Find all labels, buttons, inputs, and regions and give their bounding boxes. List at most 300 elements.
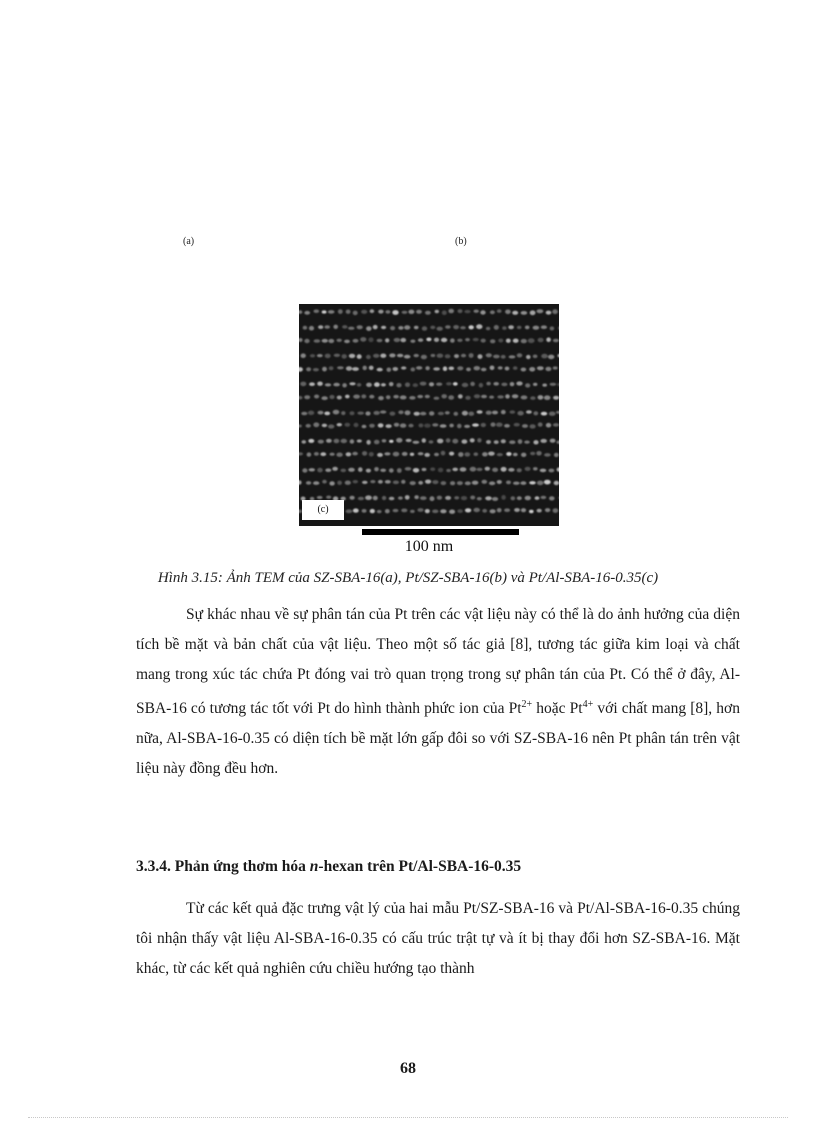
scale-bar-line — [362, 529, 519, 535]
tem-pore — [365, 411, 370, 415]
tem-pore — [474, 310, 479, 313]
tem-pore — [533, 355, 538, 359]
tem-pore — [457, 481, 463, 485]
tem-pore — [482, 452, 488, 456]
tem-pore — [553, 508, 559, 513]
tem-pore — [306, 481, 311, 485]
tem-pore — [492, 411, 498, 415]
tem-pore — [506, 339, 511, 343]
tem-pore — [369, 395, 374, 399]
tem-pore — [333, 383, 340, 387]
tem-pore — [398, 410, 403, 414]
tem-pore — [411, 367, 416, 371]
tem-pore — [314, 309, 320, 313]
tem-pore — [328, 310, 335, 314]
tem-pore — [430, 467, 435, 471]
tem-pore — [482, 480, 488, 484]
tem-pore — [313, 368, 319, 371]
tem-pore — [556, 411, 559, 414]
tem-pore — [550, 326, 555, 330]
tem-pore — [299, 367, 303, 372]
figure-label-a: (a) — [183, 236, 195, 247]
tem-pore — [441, 451, 446, 456]
tem-pore — [533, 411, 538, 415]
tem-pore — [438, 412, 444, 416]
tem-pore — [513, 482, 520, 485]
tem-pore — [443, 366, 447, 371]
tem-pore — [357, 439, 362, 442]
tem-pore — [350, 439, 355, 443]
tem-pore — [472, 423, 479, 426]
tem-pore — [317, 354, 323, 357]
tem-pore — [389, 440, 393, 443]
tem-pore — [420, 496, 427, 500]
tem-pore — [341, 411, 345, 415]
tem-pore — [524, 441, 530, 444]
tem-pore — [559, 496, 560, 499]
tem-pore — [382, 439, 387, 442]
tem-pore — [299, 338, 303, 342]
tem-pore — [366, 326, 371, 331]
tem-pore — [306, 367, 311, 371]
tem-pore — [469, 353, 474, 358]
tem-pore — [433, 367, 440, 370]
tem-pore — [454, 354, 459, 358]
tem-pore — [299, 480, 302, 485]
tem-pore — [464, 310, 470, 313]
tem-pore — [476, 324, 482, 329]
tem-pore — [426, 338, 431, 342]
tem-pore — [461, 354, 466, 358]
tem-pore — [480, 310, 485, 314]
tem-pore — [389, 497, 395, 501]
tem-pore — [378, 396, 384, 400]
tem-pore — [393, 481, 399, 485]
tem-pore — [366, 355, 371, 359]
tem-pore — [550, 383, 557, 386]
tem-pore — [517, 326, 522, 329]
tem-pore — [449, 367, 455, 371]
tem-pore — [521, 453, 526, 457]
tem-pore — [496, 423, 503, 427]
tem-pore — [521, 508, 526, 512]
tem-pore — [513, 453, 518, 457]
tem-pore — [346, 509, 353, 513]
tem-pore — [448, 309, 454, 314]
tem-pore — [477, 497, 482, 500]
tem-pore — [422, 468, 427, 471]
tem-pore — [314, 395, 319, 399]
tem-pore — [413, 441, 420, 444]
tem-pore — [389, 353, 395, 357]
tem-pore — [506, 481, 511, 485]
tem-pore — [307, 452, 312, 456]
tem-pore — [361, 310, 367, 314]
tem-pore — [489, 396, 494, 399]
tem-pore — [396, 438, 402, 443]
figure-label-b: (b) — [455, 236, 467, 247]
tem-pore — [393, 395, 399, 399]
tem-pore — [417, 395, 423, 398]
tem-pore — [363, 366, 367, 371]
tem-pore — [478, 354, 483, 359]
tem-pore — [357, 412, 364, 415]
tem-pore — [384, 452, 390, 455]
tem-pore — [457, 509, 463, 513]
tem-pore — [366, 469, 371, 473]
tem-pore — [546, 423, 551, 428]
tem-pore — [362, 451, 367, 456]
tem-pore — [445, 496, 451, 500]
tem-pore — [417, 508, 423, 512]
tem-pore — [441, 338, 447, 342]
tem-pore — [549, 496, 555, 500]
tem-pore — [488, 452, 495, 456]
tem-pore — [322, 310, 327, 313]
tem-pore — [334, 439, 340, 444]
tem-pore — [497, 395, 504, 398]
tem-pore — [537, 481, 544, 486]
tem-pore — [401, 480, 405, 484]
tem-pore — [318, 440, 324, 444]
tem-pore — [425, 395, 430, 399]
tem-pore — [408, 310, 414, 314]
tem-pore — [525, 496, 531, 501]
tem-pore — [317, 468, 323, 473]
tem-pore — [486, 382, 490, 386]
tem-pore — [369, 366, 374, 370]
tem-pore — [396, 383, 401, 387]
tem-pore — [350, 411, 355, 415]
tem-pore — [522, 424, 528, 428]
tem-pore — [329, 481, 334, 485]
tem-pore — [425, 366, 429, 370]
tem-pore — [334, 354, 340, 357]
tem-pore — [385, 480, 391, 484]
tem-pore — [440, 424, 447, 428]
tem-pore — [453, 382, 458, 386]
tem-pore — [350, 496, 355, 500]
tem-pore — [479, 383, 483, 388]
tem-pore — [445, 354, 451, 358]
tem-pore — [345, 423, 351, 427]
tem-pore — [416, 366, 422, 370]
tem-pore — [337, 366, 344, 369]
tem-pore — [464, 425, 470, 428]
tem-pore — [413, 383, 418, 387]
tem-pore — [318, 325, 323, 329]
tem-pore — [313, 422, 319, 427]
tem-texture — [299, 304, 559, 526]
tem-pore — [517, 496, 522, 500]
tem-pore — [557, 354, 559, 358]
heading-text: 3.3.4. Phản ứng thơm hóa — [136, 858, 310, 875]
tem-pore — [458, 394, 463, 398]
body-paragraph — [136, 600, 740, 784]
body-paragraph: Từ các kết quả đặc trưng vật lý của hai mẫu Pt/SZ-SBA-16 và Pt/Al-SBA-16-0.35 chúng tôi nhận thấy vật liệu Al-SBA-16-0.35 có cấu trúc trật tự và ít bị thay đổi hơn SZ-SBA-16. Mặt khác, từ các kết quả nghiên cứu chiều hướng tạo thành — [136, 900, 740, 977]
tem-pore — [548, 355, 554, 360]
tem-pore — [418, 338, 423, 342]
tem-pore — [494, 440, 499, 444]
tem-pore — [452, 439, 458, 444]
page-number: 68 — [400, 1060, 416, 1077]
tem-pore — [554, 453, 559, 457]
tem-pore — [357, 383, 362, 387]
tem-pore — [342, 325, 347, 329]
tem-pore — [557, 467, 559, 471]
tem-pore — [497, 453, 503, 456]
tem-pore — [348, 468, 355, 472]
tem-pore — [481, 368, 487, 371]
tem-pore — [345, 481, 351, 485]
tem-pore — [504, 424, 510, 428]
tem-pore — [490, 366, 495, 371]
tem-pore — [530, 452, 535, 455]
tem-pore — [374, 467, 379, 471]
tem-pore — [409, 396, 415, 400]
paragraph-text: Sự khác nhau về sự phân tán của Pt trên các vật liệu này có thể là do ảnh hưởng của diện tích bề mặt và bản chất của vật liệu. Theo một số tác giả [8], tương tác giữa kim loại và chất mang trong xúc tác chứa Pt đóng vai trò quan trọng trong sự phân tán của Pt. Có thể ở đây, Al-SBA-16 có tương tác tốt với Pt do hình thành phức ion của Pt — [136, 606, 740, 718]
tem-pore — [333, 325, 338, 329]
tem-pore — [404, 355, 411, 359]
tem-pore — [472, 481, 479, 485]
tem-pore — [353, 395, 360, 399]
tem-pore — [385, 509, 390, 513]
tem-pore — [349, 354, 355, 358]
tem-pore — [533, 383, 537, 386]
tem-pore — [418, 452, 424, 455]
tem-pore — [420, 382, 427, 386]
tem-pore — [506, 452, 511, 456]
tem-pore — [486, 411, 492, 415]
tem-pore — [300, 382, 306, 387]
tem-pore — [336, 453, 342, 457]
tem-pore — [386, 424, 392, 428]
tem-pore — [344, 340, 350, 344]
tem-pore — [405, 410, 411, 415]
tem-pore — [320, 452, 326, 456]
tem-pore — [302, 468, 307, 472]
paragraph-text: với chất mang [8], hơn nữa, Al-SBA-16-0.35 có diện tích bề mặt lớn gấp đôi so với SZ-SBA-16 nên Pt phân tán trên vật liệu này đồng đều hơn. — [136, 700, 740, 778]
tem-pore — [520, 481, 526, 485]
tem-pore — [341, 469, 347, 473]
tem-pore — [393, 509, 399, 512]
tem-pore — [434, 397, 440, 400]
tem-pore — [410, 453, 414, 456]
tem-pore — [308, 411, 314, 415]
tem-pore — [309, 326, 314, 331]
tem-pore — [521, 339, 527, 343]
tem-pore — [437, 327, 443, 331]
tem-pore — [541, 496, 547, 499]
tem-pore — [517, 411, 523, 416]
tem-pore — [352, 452, 358, 456]
tem-pore — [337, 396, 342, 400]
tem-pore — [537, 366, 544, 370]
tem-pore — [358, 497, 364, 501]
tem-pore — [473, 508, 480, 512]
tem-pore — [445, 325, 451, 329]
scale-bar-label: 100 nm — [404, 538, 454, 555]
tem-pore — [333, 410, 340, 415]
tem-pore — [517, 353, 523, 357]
tem-pore — [308, 439, 314, 443]
tem-pore — [318, 411, 324, 415]
tem-pore — [549, 469, 555, 473]
tem-pore — [357, 325, 363, 329]
tem-pore — [544, 480, 551, 485]
tem-pore — [477, 468, 483, 471]
tem-pore — [393, 367, 399, 371]
tem-pore — [538, 422, 543, 426]
tem-pore — [425, 311, 431, 315]
tem-pore — [541, 325, 547, 329]
tem-pore — [501, 355, 506, 359]
tem-pore — [303, 326, 307, 330]
tem-pore — [378, 480, 383, 484]
tem-pore — [393, 452, 400, 457]
tem-pore — [462, 411, 468, 416]
tem-pore — [557, 383, 559, 387]
tem-pore — [513, 339, 519, 343]
tem-pore — [357, 354, 362, 359]
tem-pore — [481, 395, 487, 399]
tem-pore — [328, 339, 334, 343]
tem-pore — [425, 480, 431, 484]
tem-pore — [349, 382, 355, 385]
tem-pore — [317, 496, 323, 499]
tem-pore — [345, 395, 350, 399]
tem-pore — [514, 508, 520, 512]
tem-pore — [526, 355, 531, 359]
tem-pore — [402, 452, 408, 456]
tem-pore — [392, 310, 398, 315]
tem-pore — [324, 412, 330, 416]
tem-pore — [521, 311, 528, 315]
tem-pore — [458, 452, 463, 457]
tem-pore — [470, 467, 477, 472]
tem-pore — [378, 310, 383, 314]
tem-pore — [414, 326, 419, 329]
tem-pore — [380, 410, 386, 413]
tem-pore — [552, 309, 558, 314]
tem-pore — [462, 383, 469, 387]
tem-pore — [432, 423, 438, 426]
tem-pore — [328, 424, 334, 428]
tem-pore — [452, 468, 458, 472]
tem-pore — [321, 396, 327, 400]
tem-pore — [528, 338, 535, 343]
tem-pore — [460, 467, 467, 471]
tem-pore — [432, 510, 438, 514]
tem-pore — [422, 326, 427, 331]
tem-pore — [400, 395, 407, 399]
tem-pore — [377, 368, 383, 372]
tem-pore — [533, 326, 540, 330]
tem-pore — [505, 394, 510, 398]
tem-pore — [469, 412, 475, 416]
tem-pore — [438, 468, 443, 473]
tem-pore — [450, 338, 455, 342]
tem-pore — [536, 451, 541, 456]
tem-pore — [410, 340, 415, 343]
tem-pore — [413, 468, 419, 473]
tem-pore — [492, 468, 498, 472]
tem-pore — [491, 422, 496, 426]
tem-panel-label: (c) — [302, 500, 344, 520]
tem-pore — [474, 366, 481, 370]
tem-pore — [513, 366, 518, 370]
tem-pore — [401, 509, 407, 513]
tem-pore — [525, 326, 530, 330]
tem-pore — [453, 325, 459, 329]
section-heading — [136, 858, 521, 876]
tem-pore — [410, 481, 416, 485]
tem-pore — [421, 355, 427, 360]
tem-pore — [330, 453, 335, 456]
tem-pore — [445, 411, 450, 414]
tem-pore — [422, 438, 426, 443]
tem-pore — [377, 453, 383, 457]
tem-pore — [394, 338, 401, 342]
tem-pore — [521, 395, 528, 399]
tem-pore — [470, 382, 475, 386]
tem-pore — [490, 339, 495, 343]
tem-pore — [501, 467, 507, 472]
tem-pore — [434, 453, 439, 456]
tem-pore — [477, 438, 481, 442]
tem-pore — [474, 394, 480, 398]
tem-pore — [461, 496, 467, 500]
tem-image — [299, 304, 559, 526]
tem-pore — [437, 354, 444, 358]
tem-pore — [554, 481, 559, 485]
tem-pore — [529, 510, 534, 513]
tem-pore — [502, 326, 506, 330]
tem-pore — [432, 480, 438, 484]
tem-pore — [373, 496, 378, 501]
tem-pore — [449, 510, 455, 514]
tem-pore — [397, 468, 402, 473]
tem-pore — [517, 468, 522, 472]
tem-pore — [510, 410, 516, 413]
tem-pore — [546, 337, 551, 342]
tem-pore — [470, 496, 475, 500]
tem-pore — [538, 338, 544, 343]
tem-pore — [457, 424, 462, 429]
tem-pore — [550, 439, 556, 443]
tem-pore — [541, 354, 548, 359]
tem-pore — [404, 325, 410, 329]
tem-pore — [368, 337, 373, 342]
tem-pore — [462, 439, 468, 443]
tem-pore — [373, 325, 378, 329]
tem-pore — [410, 510, 415, 513]
tem-pore — [374, 382, 380, 387]
tem-pore — [485, 467, 490, 471]
tem-pore — [449, 424, 453, 428]
tem-pore — [430, 496, 435, 501]
tem-pore — [425, 509, 430, 513]
tem-pore — [362, 481, 368, 484]
tem-pore — [373, 411, 379, 415]
tem-pore — [505, 367, 510, 371]
tem-pore — [374, 440, 380, 445]
tem-pore — [381, 326, 386, 329]
tem-pore — [457, 339, 462, 342]
tem-pore — [535, 496, 540, 500]
tem-pore — [369, 452, 374, 457]
tem-pore — [366, 440, 370, 445]
